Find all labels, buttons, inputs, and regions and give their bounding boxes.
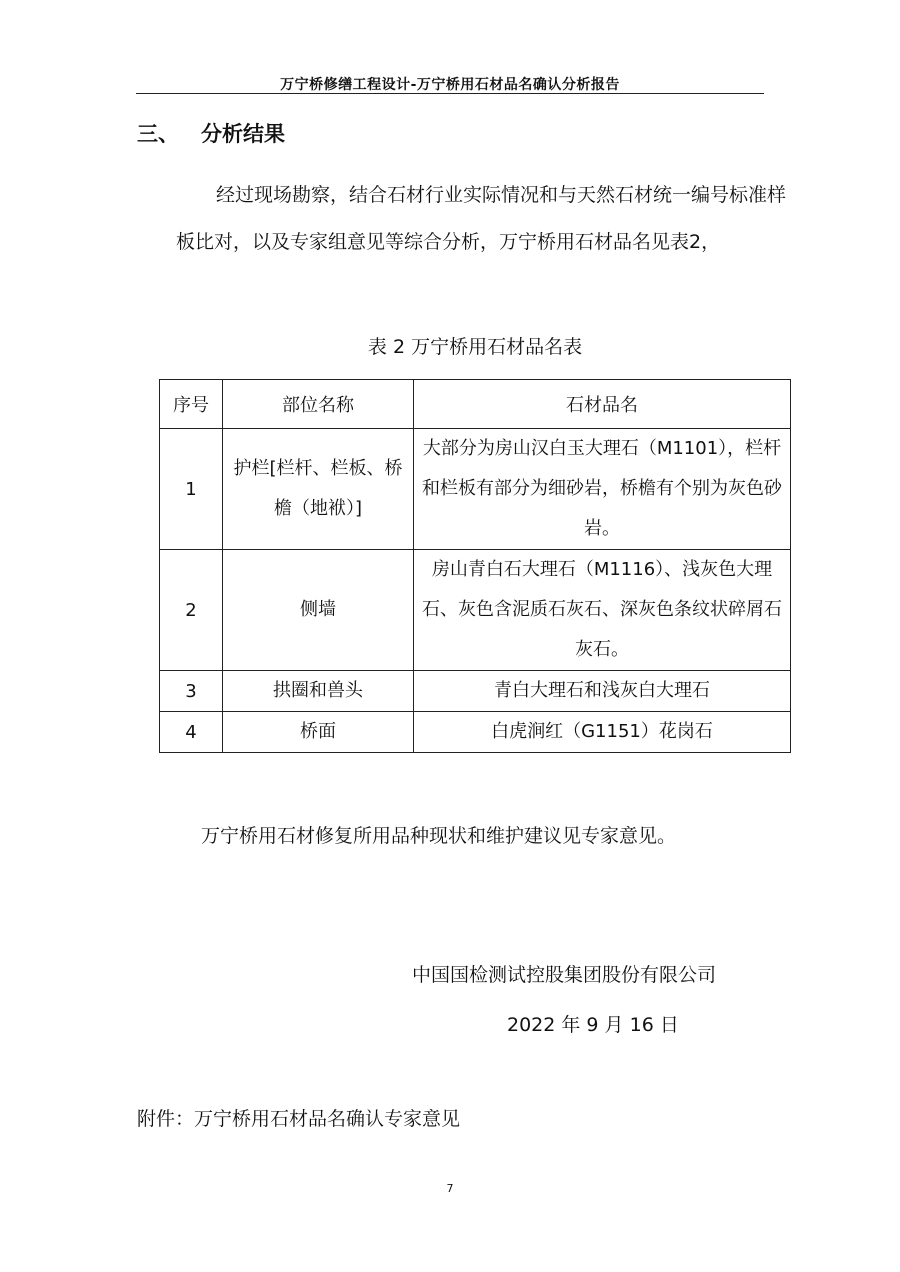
header-cell-material: 石材品名 (414, 380, 791, 429)
header-rule (136, 93, 764, 94)
row-number: 3 (160, 671, 223, 712)
running-header: 万宁桥修缮工程设计-万宁桥用石材品名确认分析报告 (280, 77, 620, 93)
closing-note: 万宁桥用石材修复所用品种现状和维护建议见专家意见。 (201, 825, 677, 847)
part-name: 侧墙 (223, 550, 414, 671)
material-name: 青白大理石和浅灰白大理石 (414, 671, 791, 712)
material-name: 房山青白石大理石（M1116）、浅灰色大理石、灰色含泥质石灰石、深灰色条纹状碎屑石灰石。 (414, 550, 791, 671)
part-name: 拱圈和兽头 (223, 671, 414, 712)
header-cell-part: 部位名称 (223, 380, 414, 429)
part-name: 护栏[栏杆、栏板、桥檐（地袱）] (223, 429, 414, 550)
table-row (160, 671, 791, 712)
part-name: 桥面 (223, 712, 414, 753)
page-number: 7 (446, 1182, 454, 1195)
header-cell-no: 序号 (160, 380, 223, 429)
material-name: 大部分为房山汉白玉大理石（M1101），栏杆和栏板有部分为细砂岩，桥檐有个别为灰色砂岩。 (414, 429, 791, 550)
row-number: 1 (160, 429, 223, 550)
table-header-row (160, 380, 791, 429)
section-heading (137, 118, 285, 148)
signature-company: 中国国检测试控股集团股份有限公司 (412, 964, 717, 986)
material-name: 白虎涧红（G1151）花岗石 (414, 712, 791, 753)
attachment-line: 附件：万宁桥用石材品名确认专家意见 (137, 1108, 461, 1130)
table-row (160, 712, 791, 753)
section-number: 三、 (137, 122, 179, 146)
table-row (160, 429, 791, 550)
row-number: 2 (160, 550, 223, 671)
stone-materials-table (159, 379, 791, 753)
table-row (160, 550, 791, 671)
body-paragraph: 经过现场勘察，结合石材行业实际情况和与天然石材统一编号标准样板比对，以及专家组意见等综合分析，万宁桥用石材品名见表2， (176, 184, 787, 253)
signature-date: 2022 年 9 月 16 日 (507, 1014, 679, 1036)
row-number: 4 (160, 712, 223, 753)
section-title: 分析结果 (201, 122, 285, 146)
table-caption: 表 2 万宁桥用石材品名表 (367, 336, 583, 358)
